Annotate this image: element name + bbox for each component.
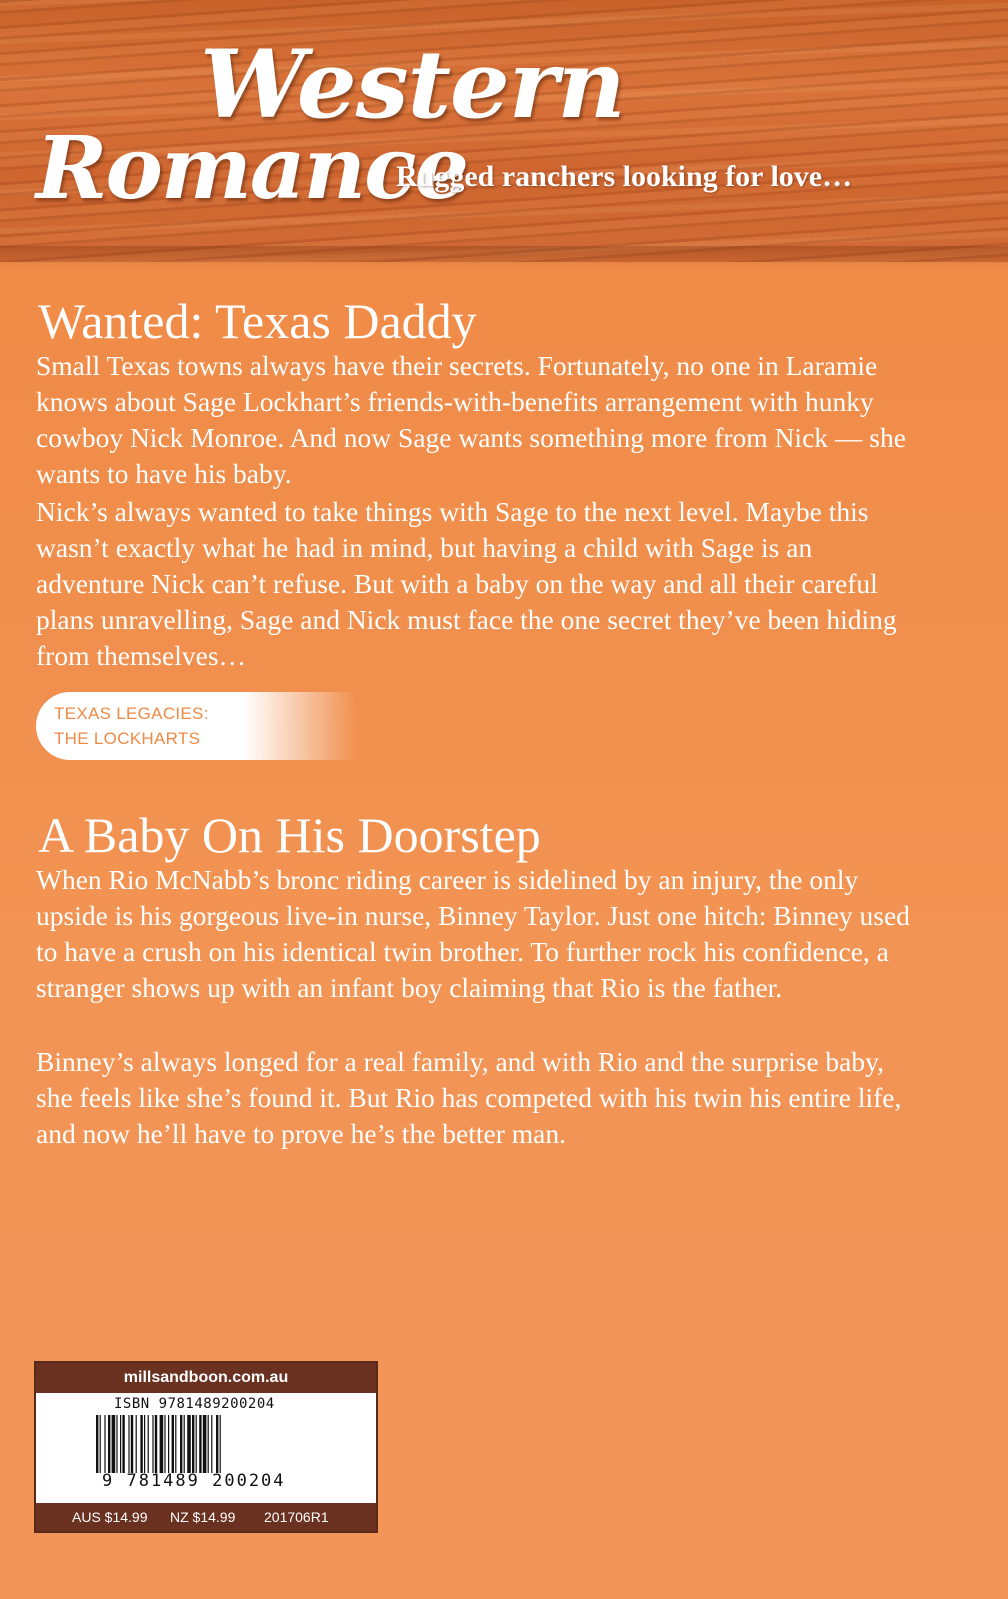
wood-header-banner — [0, 0, 1008, 262]
header-shadow — [0, 246, 1008, 268]
series-line-1: TEXAS LEGACIES: — [54, 704, 209, 723]
price-nz: NZ $14.99 — [170, 1509, 236, 1525]
logo-romance-text: Romance — [36, 118, 468, 219]
price-aus: AUS $14.99 — [72, 1509, 148, 1525]
barcode-icon — [96, 1415, 336, 1473]
product-code: 201706R1 — [264, 1509, 329, 1525]
barcode-panel — [34, 1361, 378, 1533]
logo-western-text: Western — [200, 30, 625, 140]
barcode-digits: 9 781489 200204 — [102, 1471, 286, 1491]
book2-title: A Baby On His Doorstep — [38, 807, 541, 863]
book2-paragraph-2: Binney’s always longed for a real family, and with Rio and the surprise baby, she feels like she’s found it. But Rio has competed with his twin his entire life, and now he’ll have to prove he’s the better man. — [36, 1046, 902, 1149]
book2-paragraph-1: When Rio McNabb’s bronc riding career is sidelined by an injury, the only upside is his gorgeous live-in nurse, Binney Taylor. Just one hitch: Binney used to have a crush on his identical twin brother. To further rock his confidence, a stranger shows up with an infant boy claiming that Rio is the father. — [36, 864, 910, 1003]
tagline: Rugged ranchers looking for love… — [396, 160, 853, 193]
book1-paragraph-2: Nick’s always wanted to take things with Sage to the next level. Maybe this wasn’t exactly what he had in mind, but having a child with Sage is an adventure Nick can’t refuse. But with a baby on the way and all their careful plans unravelling, Sage and Nick must face the one secret they’ve been hiding from themselves… — [36, 496, 897, 671]
price-bar — [36, 1503, 376, 1531]
book1-paragraph-1: Small Texas towns always have their secrets. Fortunately, no one in Laramie knows about Sage Lockhart’s friends-with-benefits arrangement with hunky cowboy Nick Monroe. And now Sage wants something more from Nick — she wants to have his baby. — [36, 350, 906, 489]
book1-title: Wanted: Texas Daddy — [38, 293, 477, 349]
series-line-2: THE LOCKHARTS — [54, 729, 201, 748]
website-url: millsandboon.com.au — [36, 1363, 376, 1393]
series-badge — [36, 692, 356, 760]
isbn-text: ISBN 9781489200204 — [114, 1396, 275, 1412]
